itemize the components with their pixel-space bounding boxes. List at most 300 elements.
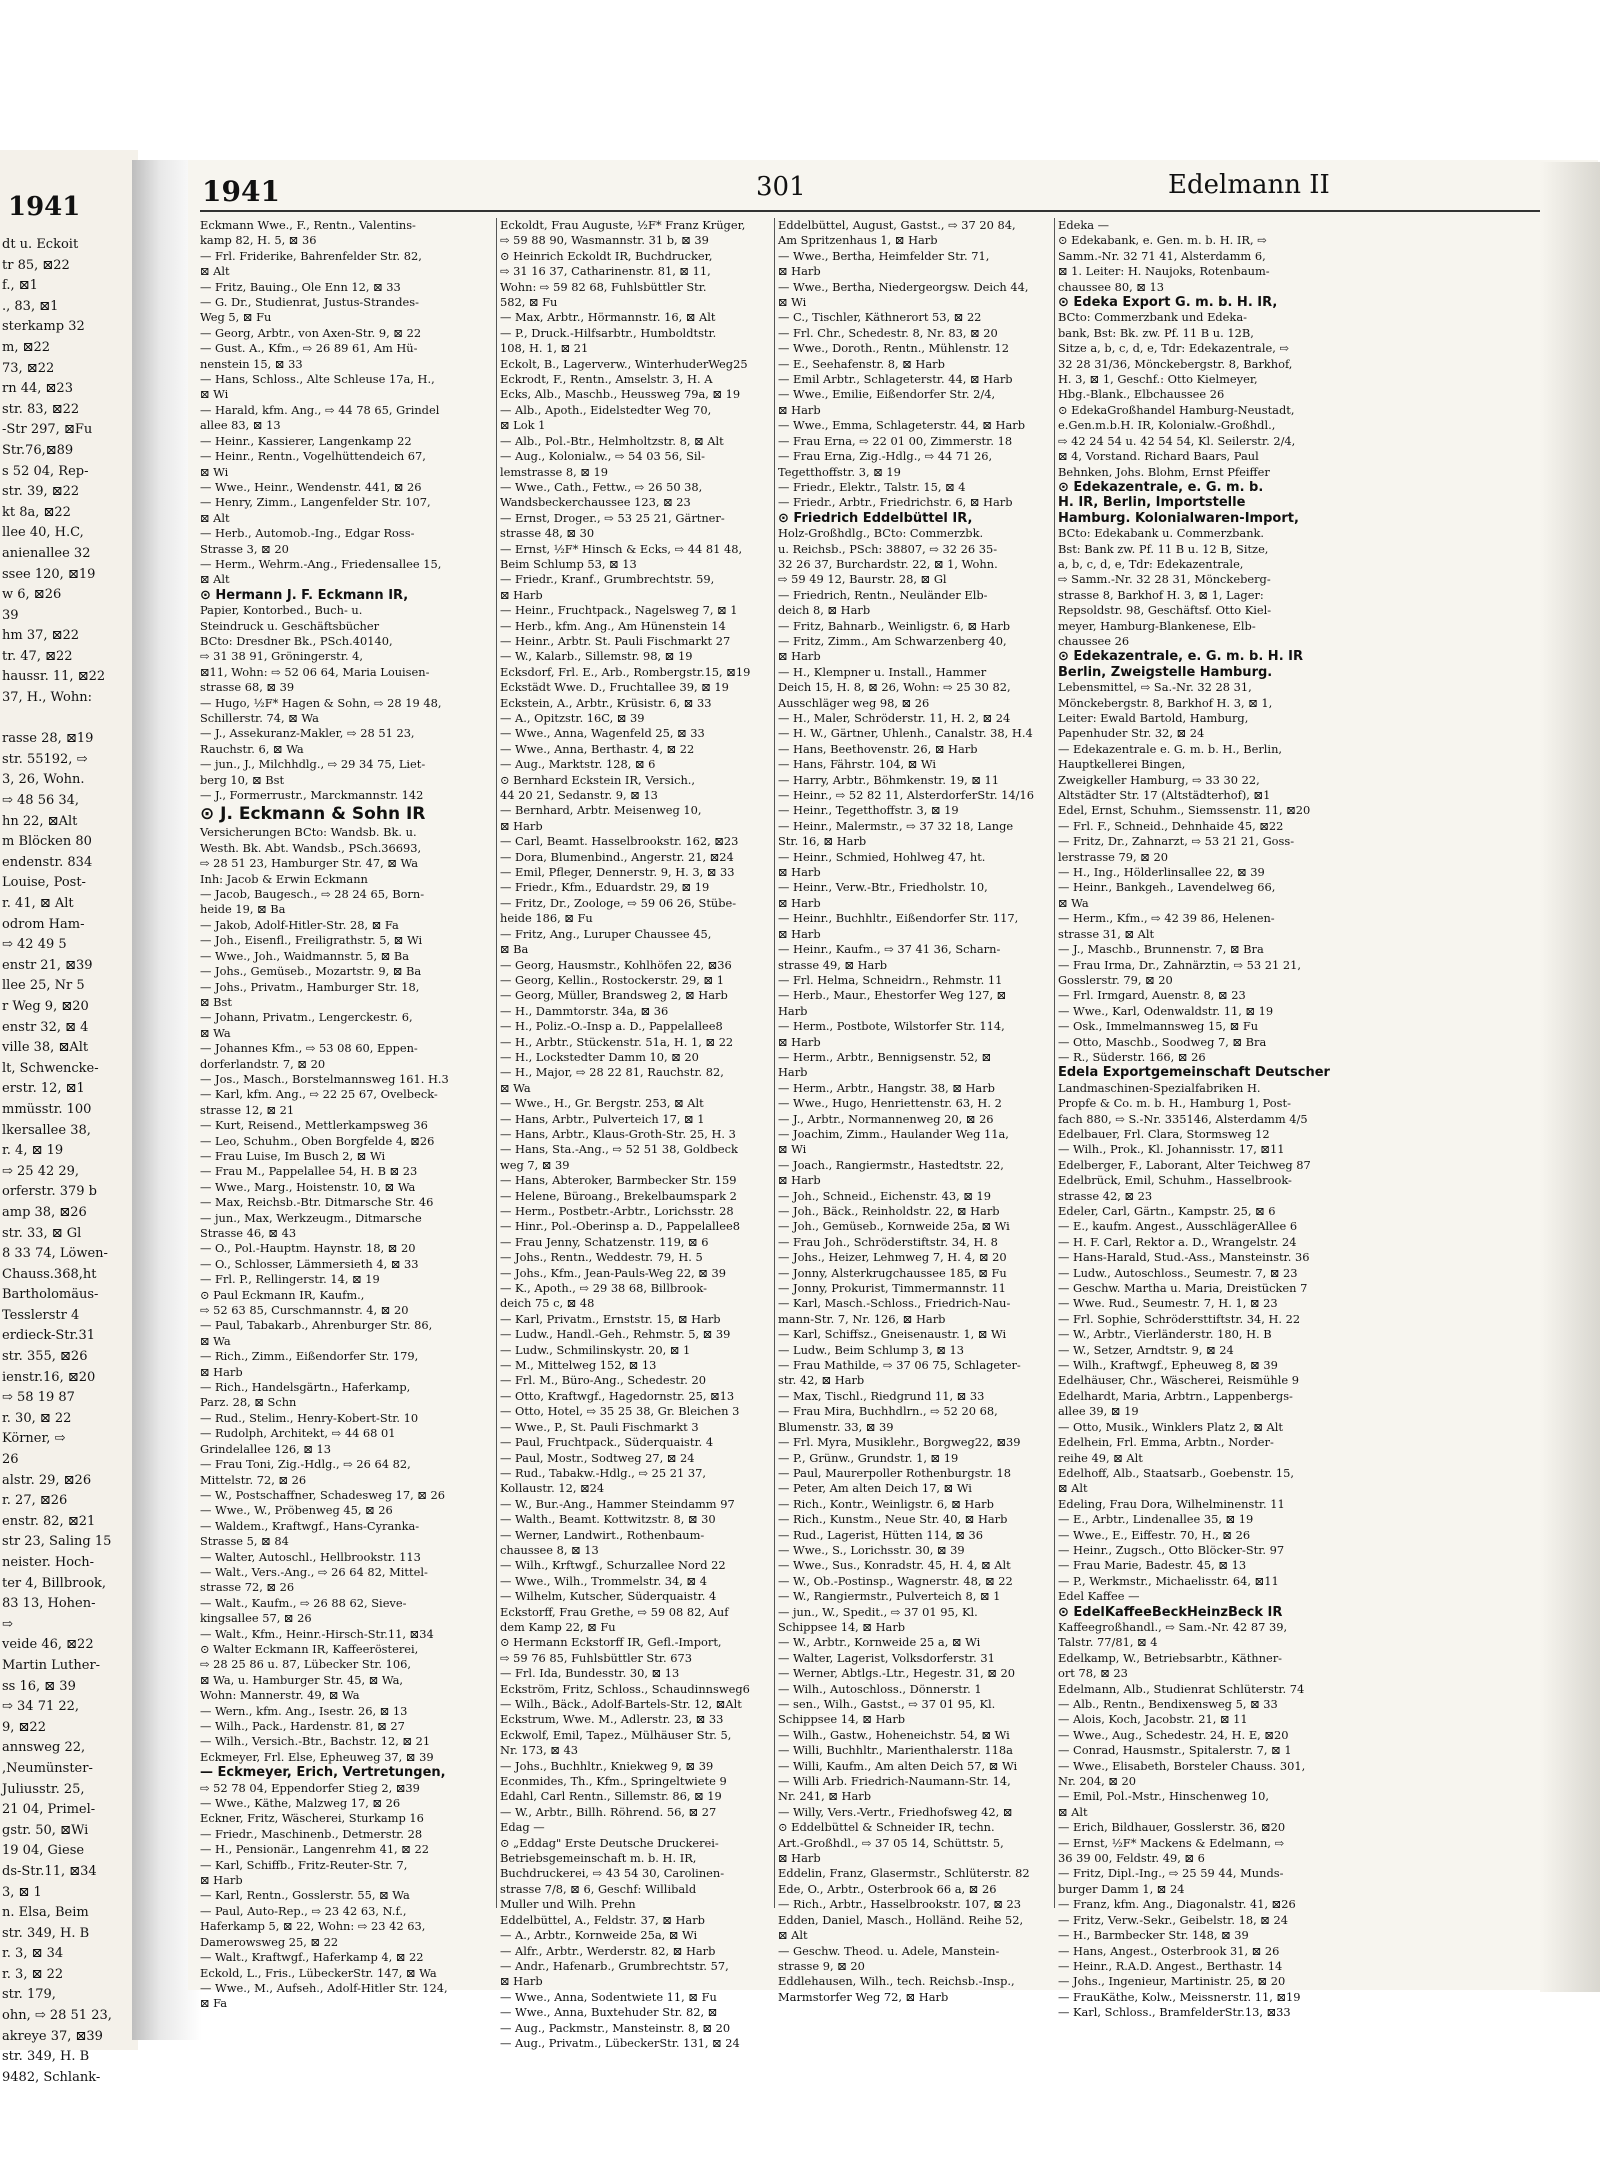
directory-entry-line: Edelhein, Frl. Emma, Arbtn., Norder- <box>1058 1435 1274 1450</box>
directory-entry-line: ⇨ 59 49 12, Baurstr. 28, ⊠ Gl <box>778 572 947 587</box>
directory-entry-line: Edelhäuser, Chr., Wäscherei, Reismühle 9 <box>1058 1373 1299 1388</box>
directory-entry-line: — Joh., Eisenfl., Freiligrathstr. 5, ⊠ Wi <box>200 933 423 948</box>
directory-entry-line: ⊠ Harb <box>778 264 821 279</box>
directory-entry-line: 108, H. 1, ⊠ 21 <box>500 341 589 356</box>
directory-entry-line: Rauchstr. 6, ⊠ Wa <box>200 741 304 756</box>
directory-entry-line: Haferkamp 5, ⊠ 22, Wohn: ⇨ 23 42 63, <box>200 1919 426 1934</box>
header-rule <box>200 210 1540 212</box>
directory-entry-line: Nr. 173, ⊠ 43 <box>500 1743 579 1758</box>
directory-entry-line: — Heinr., Kaufm., ⇨ 37 41 36, Scharn- <box>778 942 1001 957</box>
directory-entry-line: Eckstrum, Wwe. M., Adlerstr. 23, ⊠ 33 <box>500 1712 724 1727</box>
directory-entry-line: Econmides, Th., Kfm., Springeltwiete 9 <box>500 1774 727 1789</box>
directory-entry-line: — Wwe., Joh., Waidmannstr. 5, ⊠ Ba <box>200 948 410 963</box>
directory-entry-line: strasse 8, Barkhof H. 3, ⊠ 1, Lager: <box>1058 587 1264 602</box>
directory-entry-line: — Geschw. Theod. u. Adele, Manstein- <box>778 1943 1000 1958</box>
directory-entry-line: chaussee 80, ⊠ 13 <box>1058 279 1165 294</box>
previous-page-line: mmüsstr. 100 <box>2 1101 92 1117</box>
directory-entry-line: Harb <box>778 1003 808 1018</box>
directory-entry-line: — Walt., Kfm., Heinr.-Hirsch-Str.11, ⊠34 <box>200 1626 434 1641</box>
directory-entry-line: — Johs., Rentn., Weddestr. 79, H. 5 <box>500 1250 703 1265</box>
directory-entry-line: — Hans, Angest., Osterbrook 31, ⊠ 26 <box>1058 1943 1280 1958</box>
directory-entry-line: — Frl. F., Schneid., Dehnhaide 45, ⊠22 <box>1058 818 1284 833</box>
previous-page-line: Str.76,⊠89 <box>2 442 74 458</box>
directory-entry-line: Edelbauer, Frl. Clara, Stormsweg 12 <box>1058 1126 1270 1141</box>
directory-entry-line: — Wern., kfm. Ang., Isestr. 26, ⊠ 13 <box>200 1703 408 1718</box>
directory-entry-line: Inh: Jacob & Erwin Eckmann <box>200 871 368 886</box>
directory-entry-line: — Heinr., Malermstr., ⇨ 37 32 18, Lange <box>778 818 1014 833</box>
directory-entry-line: — Herm., Kfm., ⇨ 42 39 86, Helenen- <box>1058 911 1275 926</box>
directory-entry-line: Ecksdorf, Frl. E., Arb., Rombergstr.15, ⊠19 <box>500 664 751 679</box>
directory-entry-line: 32 26 37, Burchardstr. 22, ⊠ 1, Wohn. <box>778 556 998 571</box>
previous-page-line: endenstr. 834 <box>2 854 93 870</box>
directory-entry-line: — Max, Reichsb.-Btr. Ditmarsche Str. 46 <box>200 1195 434 1210</box>
directory-entry-line: — Carl, Beamt. Hasselbrookstr. 162, ⊠23 <box>500 834 739 849</box>
directory-entry-line: — Aug., Kolonialw., ⇨ 54 03 56, Sil- <box>500 449 706 464</box>
previous-page-line: 21 04, Primel- <box>2 1802 96 1818</box>
directory-entry-line: — Frl. Irmgard, Auenstr. 8, ⊠ 23 <box>1058 988 1246 1003</box>
directory-entry-line: — Johs., Privatm., Hamburger Str. 18, <box>200 979 420 994</box>
directory-entry-line: Repsoldstr. 98, Geschäftsf. Otto Kiel- <box>1058 603 1272 618</box>
directory-entry-line: ⊠ Lok 1 <box>500 418 546 433</box>
directory-column-1 <box>200 218 495 2011</box>
directory-entry-line: — H., Lockstedter Damm 10, ⊠ 20 <box>500 1049 699 1064</box>
previous-page-line: tr 85, ⊠22 <box>2 257 70 273</box>
previous-page-line: r. 30, ⊠ 22 <box>2 1410 72 1426</box>
previous-page-line: sterkamp 32 <box>2 319 85 335</box>
directory-entry-line: Papier, Kontorbed., Buch- u. <box>200 603 363 618</box>
directory-entry-line: — Friedr., Kranf., Grumbrechtstr. 59, <box>500 572 715 587</box>
directory-entry-line: — Osk., Immelmannsweg 15, ⊠ Fu <box>1058 1019 1259 1034</box>
directory-entry-line: ⊙ Eddelbüttel & Schneider IR, techn. <box>778 1820 995 1835</box>
directory-entry-line: ⇨ 42 24 54 u. 42 54 54, Kl. Seilerstr. 2/4, <box>1058 433 1296 448</box>
directory-entry-line: Edelhoff, Alb., Staatsarb., Goebenstr. 15, <box>1058 1465 1294 1480</box>
directory-entry-line: — Hans, Sta.-Ang., ⇨ 52 51 38, Goldbeck <box>500 1142 738 1157</box>
directory-entry-line: Eckwolf, Emil, Tapez., Mülhäuser Str. 5, <box>500 1727 732 1742</box>
previous-page-line: 8 33 74, Löwen- <box>2 1246 108 1262</box>
directory-entry-line: — Edekazentrale e. G. m. b. H., Berlin, <box>1058 741 1283 756</box>
directory-entry-line: Damerowsweg 25, ⊠ 22 <box>200 1934 339 1949</box>
directory-entry-line: ⊠ Wi <box>778 1142 807 1157</box>
directory-entry-line: — Herb., Automob.-Ing., Edgar Ross- <box>200 526 415 541</box>
directory-entry-line: — W., Arbtr., Kornweide 25 a, ⊠ Wi <box>778 1635 981 1650</box>
directory-entry-line: H. IR, Berlin, Importstelle <box>1058 495 1246 511</box>
directory-entry-line: — Wwe., S., Lorichsstr. 30, ⊠ 39 <box>778 1542 965 1557</box>
directory-entry-line: lemstrasse 8, ⊠ 19 <box>500 464 609 479</box>
directory-entry-line: — Wwe., Doroth., Rentn., Mühlenstr. 12 <box>778 341 1009 356</box>
directory-entry-line: — Karl, Rentn., Gosslerstr. 55, ⊠ Wa <box>200 1888 410 1903</box>
directory-entry-line: — H., Ing., Hölderlinsallee 22, ⊠ 39 <box>1058 865 1265 880</box>
directory-entry-line: ⊙ Hermann J. F. Eckmann IR, <box>200 587 409 603</box>
page-year: 1941 <box>202 175 280 208</box>
directory-entry-line: Edelbrück, Emil, Schuhm., Hasselbrook- <box>1058 1173 1292 1188</box>
directory-entry-line: — Wwe., Hugo, Henriettenstr. 63, H. 2 <box>778 1096 1002 1111</box>
directory-entry-line: Wohn: ⇨ 59 82 68, Fuhlsbüttler Str. <box>500 279 707 294</box>
directory-entry-line: — Emil, Pol.-Mstr., Hinschenweg 10, <box>1058 1789 1270 1804</box>
directory-entry-line: — Rud., Lagerist, Hütten 114, ⊠ 36 <box>778 1527 983 1542</box>
directory-entry-line: chaussee 8, ⊠ 13 <box>500 1542 599 1557</box>
directory-entry-line: ⊙ Edeka Export G. m. b. H. IR, <box>1058 295 1278 311</box>
directory-entry-line: Samm.-Nr. 32 71 41, Alsterdamm 6, <box>1058 248 1266 263</box>
directory-entry-line: ⊠ Alt <box>200 572 230 587</box>
directory-entry-line: Eckmeyer, Frl. Else, Epheuweg 37, ⊠ 39 <box>200 1749 434 1764</box>
directory-entry-line: Parz. 28, ⊠ Schn <box>200 1395 297 1410</box>
directory-entry-line: — Wilh., Gastw., Hoheneichstr. 54, ⊠ Wi <box>778 1727 1010 1742</box>
directory-entry-line: — Heinr., Fruchtpack., Nagelsweg 7, ⊠ 1 <box>500 603 738 618</box>
directory-entry-line: Blumenstr. 33, ⊠ 39 <box>778 1419 894 1434</box>
page-number: 301 <box>756 172 806 202</box>
directory-entry-line: ⊙ Hermann Eckstorff IR, Gefl.-Import, <box>500 1635 722 1650</box>
directory-entry-line: — Wwe., Anna, Berthastr. 4, ⊠ 22 <box>500 741 695 756</box>
directory-entry-line: — Wwe., Bertha, Niedergeorgsw. Deich 44, <box>778 279 1029 294</box>
directory-entry-line: — Willi, Kaufm., Am alten Deich 57, ⊠ Wi <box>778 1758 1018 1773</box>
directory-entry-line: Harb <box>778 1065 808 1080</box>
directory-entry-line: burger Damm 1, ⊠ 24 <box>1058 1881 1185 1896</box>
directory-entry-line: Edelmann, Alb., Studienrat Schlüterstr. 74 <box>1058 1681 1305 1696</box>
directory-entry-line: — jun., Max, Werkzeugm., Ditmarsche <box>200 1210 422 1225</box>
directory-entry-line: weg 7, ⊠ 39 <box>500 1157 570 1172</box>
directory-entry-line: — Aug., Packmstr., Mansteinstr. 8, ⊠ 20 <box>500 2020 731 2035</box>
previous-page-line: r. 27, ⊠26 <box>2 1493 68 1509</box>
directory-entry-line: — Wilh., Prok., Kl. Johannisstr. 17, ⊠11 <box>1058 1142 1285 1157</box>
directory-entry-line: Edelhardt, Maria, Arbtrn., Lappenbergs- <box>1058 1388 1293 1403</box>
directory-entry-line: Ede, O., Arbtr., Osterbrook 66 a, ⊠ 26 <box>778 1881 997 1896</box>
directory-entry-line: BCto: Edekabank u. Commerzbank. <box>1058 526 1265 541</box>
directory-entry-line: — Walter, Lagerist, Volksdorferstr. 31 <box>778 1650 995 1665</box>
directory-entry-line: — Frau Erna, Zig.-Hdlg., ⇨ 44 71 26, <box>778 449 993 464</box>
previous-page-edge <box>0 150 138 2085</box>
previous-page-line: 3, 26, Wohn. <box>2 772 85 788</box>
directory-entry-line: — Jacob, Baugesch., ⇨ 28 24 65, Born- <box>200 887 425 902</box>
directory-entry-line: — W., Arbtr., Billh. Röhrend. 56, ⊠ 27 <box>500 1804 717 1819</box>
previous-page-line: w 6, ⊠26 <box>2 587 62 603</box>
directory-entry-line: Wohn: Mannerstr. 49, ⊠ Wa <box>200 1688 360 1703</box>
directory-entry-line: — Herm., Postbote, Wilstorfer Str. 114, <box>778 1019 1005 1034</box>
directory-entry-line: — Aug., Privatm., LübeckerStr. 131, ⊠ 24 <box>500 2035 740 2050</box>
directory-entry-line: — Heinr., Schmied, Hohlweg 47, ht. <box>778 849 986 864</box>
directory-entry-line: Leiter: Ewald Bartold, Hamburg, <box>1058 711 1249 725</box>
directory-entry-line: Schippsee 14, ⊠ Harb <box>778 1619 906 1634</box>
directory-entry-line: ⇨ 28 25 86 u. 87, Lübecker Str. 106, <box>200 1657 412 1672</box>
directory-entry-line: ⊙ „Eddag" Erste Deutsche Druckerei- <box>500 1835 719 1850</box>
directory-entry-line: — Frl. M., Büro-Ang., Schedestr. 20 <box>500 1373 706 1388</box>
directory-entry-line: strasse 42, ⊠ 23 <box>1058 1188 1153 1203</box>
directory-column-2 <box>500 218 795 2050</box>
directory-entry-line: Berlin, Zweigstelle Hamburg. <box>1058 664 1273 680</box>
previous-page-line: llee 25, Nr 5 <box>2 978 85 994</box>
previous-page-line: llee 40, H.C, <box>2 525 84 541</box>
previous-page-line: akreye 37, ⊠39 <box>2 2028 103 2044</box>
directory-entry-line: Talstr. 77/81, ⊠ 4 <box>1058 1635 1158 1650</box>
previous-page-line: neister. Hoch- <box>2 1555 95 1570</box>
directory-entry-line: chaussee 26 <box>1058 633 1130 648</box>
directory-entry-line: — Heinr., Bankgeh., Lavendelweg 66, <box>1058 880 1276 895</box>
directory-entry-line: Eckolt, B., Lagerverw., WinterhuderWeg25 <box>500 356 748 371</box>
directory-entry-line: — Wwe., Emma, Schlageterstr. 44, ⊠ Harb <box>778 418 1025 433</box>
directory-entry-line: — Hans, Fährstr. 104, ⊠ Wi <box>778 757 937 772</box>
directory-entry-line: a, b, c, d, e, Tdr: Edekazentrale, <box>1058 556 1244 571</box>
directory-entry-line: — M., Mittelweg 152, ⊠ 13 <box>500 1358 657 1373</box>
previous-page-line: enstr. 82, ⊠21 <box>2 1513 96 1529</box>
previous-page-line: r. 3, ⊠ 34 <box>2 1946 64 1962</box>
directory-entry-line: ⊠ Bst <box>200 994 232 1009</box>
directory-entry-line: ⊠ Wa <box>500 1080 531 1095</box>
directory-entry-line: strasse 68, ⊠ 39 <box>200 680 295 695</box>
directory-entry-line: — Ernst, ½F* Hinsch & Ecks, ⇨ 44 81 48, <box>500 541 743 556</box>
directory-entry-line: ⊠ Harb <box>778 865 821 880</box>
directory-entry-line: — Emil Arbtr., Schlageterstr. 44, ⊠ Harb <box>778 372 1013 387</box>
directory-entry-line: Edeling, Frau Dora, Wilhelminenstr. 11 <box>1058 1496 1285 1511</box>
directory-entry-line: Strasse 3, ⊠ 20 <box>200 541 289 556</box>
previous-page-line: gstr. 50, ⊠Wi <box>2 1822 89 1838</box>
previous-page-line: Tesslerstr 4 <box>2 1307 80 1323</box>
directory-column-3 <box>778 218 1073 2004</box>
directory-entry-line: Behnken, Johs. Blohm, Ernst Pfeiffer <box>1058 464 1270 479</box>
directory-entry-line: Ausschläger weg 98, ⊠ 26 <box>778 695 930 710</box>
directory-entry-line: — sen., Wilh., Gastst., ⇨ 37 01 95, Kl. <box>778 1697 996 1711</box>
directory-entry-line: Am Spritzenhaus 1, ⊠ Harb <box>778 233 938 248</box>
directory-entry-line: — Heinr., Verw.-Btr., Friedholstr. 10, <box>778 880 988 895</box>
directory-entry-line: u. Reichsb., PSch: 38807, ⇨ 32 26 35- <box>778 541 998 556</box>
directory-entry-line: — W., Ob.-Postinsp., Wagnerstr. 48, ⊠ 22 <box>778 1573 1013 1588</box>
directory-entry-line: — J., Arbtr., Normannenweg 20, ⊠ 26 <box>778 1111 994 1126</box>
directory-entry-line: — Heinr., Rentn., Vogelhüttendeich 67, <box>200 449 426 464</box>
directory-entry-line: — Ludw., Beim Schlump 3, ⊠ 13 <box>778 1342 964 1357</box>
previous-page-line: ⇨ 42 49 5 <box>2 937 67 953</box>
directory-entry-line: 44 20 21, Sedanstr. 9, ⊠ 13 <box>500 788 658 803</box>
directory-entry-line: ⊠ Fa <box>200 1996 228 2011</box>
directory-entry-line: — J., Formerrustr., Marckmannstr. 142 <box>200 788 424 803</box>
previous-page-line: 9, ⊠22 <box>2 1719 46 1735</box>
previous-page-line: ohn, ⇨ 28 51 23, <box>2 2008 112 2024</box>
directory-entry-line: — Friedr., Arbtr., Friedrichstr. 6, ⊠ Harb <box>778 495 1013 510</box>
directory-entry-line: Eddelbüttel, A., Feldstr. 37, ⊠ Harb <box>500 1912 705 1927</box>
directory-entry-line: Strasse 46, ⊠ 43 <box>200 1226 297 1240</box>
directory-entry-line: Altstädter Str. 17 (Altstädterhof), ⊠1 <box>1058 788 1271 803</box>
directory-entry-line: — H., Pensionär., Langenrehm 41, ⊠ 22 <box>200 1842 429 1857</box>
previous-page-line: odrom Ham- <box>2 916 85 932</box>
directory-entry-line: — Ludw., Autoschloss., Seumestr. 7, ⊠ 23 <box>1058 1265 1298 1280</box>
directory-entry-line: 582, ⊠ Fu <box>500 295 558 310</box>
directory-entry-line: Art.-Großhdl., ⇨ 37 05 14, Schüttstr. 5, <box>778 1835 1004 1850</box>
directory-entry-line: Edelberger, F., Laborant, Alter Teichweg 87 <box>1058 1157 1311 1172</box>
directory-entry-line: Muller und Wilh. Prehn <box>500 1897 636 1912</box>
directory-entry-line: — Wwe., Elisabeth, Borsteler Chauss. 301, <box>1058 1758 1306 1773</box>
previous-page-line: str. 355, ⊠26 <box>2 1349 88 1365</box>
directory-entry-line: — Friedr., Kfm., Eduardstr. 29, ⊠ 19 <box>500 880 710 895</box>
directory-entry-line: — Heinr., Zugsch., Otto Blöcker-Str. 97 <box>1058 1542 1285 1557</box>
directory-entry-line: Nr. 241, ⊠ Harb <box>778 1789 872 1804</box>
directory-entry-line: — Otto, Musik., Winklers Platz 2, ⊠ Alt <box>1058 1419 1283 1434</box>
directory-entry-line: Tegetthoffstr. 3, ⊠ 19 <box>778 464 901 479</box>
directory-entry-line: — Otto, Hotel, ⇨ 35 25 38, Gr. Bleichen 3 <box>500 1404 740 1419</box>
directory-entry-line: — Ernst, ½F* Mackens & Edelmann, ⇨ <box>1058 1835 1285 1850</box>
directory-entry-line: — Wilh., Autoschloss., Dönnerstr. 1 <box>778 1681 982 1696</box>
previous-page-line: str. 55192, ⇨ <box>2 751 88 767</box>
directory-entry-line: — Dora, Blumenbind., Angerstr. 21, ⊠24 <box>500 849 734 864</box>
directory-entry-line: — Paul, Mostr., Sodtweg 27, ⊠ 24 <box>500 1450 695 1465</box>
directory-entry-line: — Heinr., R.A.D. Angest., Berthastr. 14 <box>1058 1958 1283 1973</box>
directory-entry-line: — A., Arbtr., Kornweide 25a, ⊠ Wi <box>500 1928 698 1943</box>
directory-entry-line: — Joh., Bäck., Reinholdstr. 22, ⊠ Harb <box>778 1204 1000 1218</box>
directory-entry-line: — Willy, Vers.-Vertr., Friedhofsweg 42, ⊠ <box>778 1804 1013 1819</box>
directory-entry-line: Deich 15, H. 8, ⊠ 26, Wohn: ⇨ 25 30 82, <box>778 680 1011 695</box>
directory-entry-line: — Wwe., Karl, Odenwaldstr. 11, ⊠ 19 <box>1058 1003 1274 1018</box>
directory-entry-line: — Hans, Arbtr., Pulverteich 17, ⊠ 1 <box>500 1111 705 1126</box>
directory-entry-line: — Alfr., Arbtr., Werderstr. 82, ⊠ Harb <box>500 1943 716 1958</box>
directory-entry-line: strasse 9, ⊠ 20 <box>778 1958 865 1973</box>
directory-entry-line: — Wwe., Anna, Buxtehuder Str. 82, ⊠ <box>500 2005 718 2020</box>
directory-entry-line: Gosslerstr. 79, ⊠ 20 <box>1058 972 1173 987</box>
previous-page-line: enstr 32, ⊠ 4 <box>2 1019 89 1035</box>
directory-entry-line: ⊠ Harb <box>778 1851 821 1866</box>
directory-entry-line: Eckmann Wwe., F., Rentn., Valentins- <box>200 218 416 232</box>
previous-page-line: ,Neumünster- <box>2 1760 93 1776</box>
directory-entry-line: ⊙ Paul Eckmann IR, Kaufm., <box>200 1287 365 1302</box>
directory-entry-line: ⇨ 59 88 90, Wasmannstr. 31 b, ⊠ 39 <box>500 233 709 248</box>
directory-entry-line: — Max, Arbtr., Hörmannstr. 16, ⊠ Alt <box>500 310 716 325</box>
previous-page-line: 37, H., Wohn: <box>2 690 92 706</box>
directory-entry-line: — H., Barmbecker Str. 148, ⊠ 39 <box>1058 1928 1249 1943</box>
previous-page-entries <box>2 235 136 2088</box>
directory-entry-line: — Fritz, Dr., Zahnarzt, ⇨ 53 21 21, Goss- <box>1058 834 1295 849</box>
directory-entry-line: Ecks, Alb., Maschb., Heussweg 79a, ⊠ 19 <box>500 387 741 402</box>
directory-column-4 <box>1058 218 1344 2020</box>
directory-entry-line: Edel, Ernst, Schuhm., Siemssenstr. 11, ⊠20 <box>1058 803 1311 818</box>
directory-entry-line: e.Gen.m.b.H. IR, Kolonialw.-Großhdl., <box>1058 418 1276 433</box>
previous-page-line: Chauss.368,ht <box>2 1266 97 1282</box>
directory-entry-line: ort 78, ⊠ 23 <box>1058 1666 1128 1681</box>
directory-entry-line: str. 42, ⊠ Harb <box>778 1373 865 1388</box>
directory-entry-line: — Frl. Friderike, Bahrenfelder Str. 82, <box>200 248 422 263</box>
directory-entry-line: — Rich., Handelsgärtn., Haferkamp, <box>200 1380 411 1395</box>
directory-entry-line: — Wwe., Käthe, Malzweg 17, ⊠ 26 <box>200 1796 401 1811</box>
directory-entry-line: — Wwe., Heinr., Wendenstr. 441, ⊠ 26 <box>200 479 422 494</box>
previous-page-line: Körner, ⇨ <box>2 1431 66 1447</box>
directory-entry-line: Holz-Großhdlg., BCto: Commerzbk. <box>778 526 984 541</box>
directory-entry-line: — Rudolph, Architekt, ⇨ 44 68 01 <box>200 1426 396 1441</box>
column-divider <box>496 218 497 1908</box>
directory-entry-line: berg 10, ⊠ Bst <box>200 772 285 787</box>
directory-entry-line: — W., Setzer, Arndtstr. 9, ⊠ 24 <box>1058 1342 1234 1357</box>
directory-entry-line: — O., Pol.-Hauptm. Haynstr. 18, ⊠ 20 <box>200 1241 416 1256</box>
previous-page-line: 73, ⊠22 <box>2 360 55 376</box>
directory-entry-line: — Helene, Büroang., Brekelbaumspark 2 <box>500 1188 737 1203</box>
directory-entry-line: — Herb., Maur., Ehestorfer Weg 127, ⊠ <box>778 988 1007 1003</box>
directory-entry-line: Eddelbüttel, August, Gastst., ⇨ 37 20 84, <box>778 218 1016 232</box>
previous-page-line: m Blöcken 80 <box>2 834 92 850</box>
directory-entry-line: — Wwe. Rud., Seumestr. 7, H. 1, ⊠ 23 <box>1058 1296 1278 1311</box>
directory-entry-line: — Leo, Schuhm., Oben Borgfelde 4, ⊠26 <box>200 1133 435 1148</box>
previous-page-line: r. 3, ⊠ 22 <box>2 1966 64 1982</box>
previous-page-line: ssee 120, ⊠19 <box>2 566 96 582</box>
directory-entry-line: — Georg, Arbtr., von Axen-Str. 9, ⊠ 22 <box>200 325 422 340</box>
directory-entry-line: — Georg, Hausmstr., Kohlhöfen 22, ⊠36 <box>500 957 732 972</box>
directory-entry-line: — A., Opitzstr. 16C, ⊠ 39 <box>500 711 645 725</box>
previous-page-year: 1941 <box>8 192 81 222</box>
directory-entry-line: dorferlandstr. 7, ⊠ 20 <box>200 1056 326 1071</box>
directory-entry-line: Eckrodt, F., Rentn., Amselstr. 3, H. A <box>500 372 713 387</box>
directory-entry-line: ⊠ Harb <box>500 1974 543 1989</box>
directory-entry-line: — Frl. Chr., Schedestr. 8, Nr. 83, ⊠ 20 <box>778 325 998 340</box>
directory-entry-line: — K., Apoth., ⇨ 29 38 68, Billbrook- <box>500 1281 707 1296</box>
directory-entry-line: — Herm., Arbtr., Hangstr. 38, ⊠ Harb <box>778 1080 995 1095</box>
directory-entry-line: — Joh., Gemüseb., Kornweide 25a, ⊠ Wi <box>778 1219 1010 1234</box>
directory-entry-line: — Hugo, ½F* Hagen & Sohn, ⇨ 28 19 48, <box>200 695 442 710</box>
directory-entry-line: — Wwe., Anna, Wagenfeld 25, ⊠ 33 <box>500 726 705 741</box>
directory-entry-line: ⊠ Harb <box>200 1873 243 1888</box>
directory-entry-line: — Frl. Myra, Musiklehr., Borgweg22, ⊠39 <box>778 1435 1021 1450</box>
directory-entry-line: Lebensmittel, ⇨ Sa.-Nr. 32 28 31, <box>1058 680 1252 695</box>
previous-page-line: ienstr.16, ⊠20 <box>2 1369 96 1385</box>
running-head: Edelmann II <box>1168 170 1330 200</box>
previous-page-line: str 23, Saling 15 <box>2 1534 112 1550</box>
previous-page-line: dt u. Eckoit <box>2 237 79 252</box>
previous-page-line: ss 16, ⊠ 39 <box>2 1678 76 1694</box>
directory-entry-line: ⇨ Samm.-Nr. 32 28 31, Mönckeberg- <box>1058 572 1271 587</box>
directory-entry-line: — Herm., Arbtr., Bennigsenstr. 52, ⊠ <box>778 1049 992 1064</box>
directory-entry-line: — W., Arbtr., Vierländerstr. 180, H. B <box>1058 1327 1272 1342</box>
directory-entry-line: — Heinr., Arbtr. St. Pauli Fischmarkt 27 <box>500 633 731 648</box>
directory-entry-line: — Frau Irma, Dr., Zahnärztin, ⇨ 53 21 21, <box>1058 957 1301 972</box>
previous-page-line: r Weg 9, ⊠20 <box>2 998 89 1014</box>
directory-entry-line: heide 186, ⊠ Fu <box>500 911 593 926</box>
directory-entry-line: — Geschw. Martha u. Maria, Dreistücken 7 <box>1058 1281 1308 1296</box>
directory-entry-line: — Gust. A., Kfm., ⇨ 26 89 61, Am Hü- <box>200 341 418 356</box>
previous-page-line: lkersallee 38, <box>2 1122 91 1138</box>
directory-entry-line: — Paul, Maurerpoller Rothenburgstr. 18 <box>778 1465 1011 1480</box>
directory-entry-line: — Hans, Beethovenstr. 26, ⊠ Harb <box>778 741 978 756</box>
directory-entry-line: — Wilh., Krftwgf., Schurzallee Nord 22 <box>500 1558 726 1573</box>
directory-entry-line: ⇨ 52 78 04, Eppendorfer Stieg 2, ⊠39 <box>200 1780 420 1795</box>
directory-entry-line: bank, Bst: Bk. zw. Pf. 11 B u. 12B, <box>1058 325 1254 340</box>
directory-entry-line: Edel Kaffee — <box>1058 1589 1140 1604</box>
directory-entry-line: — Hinr., Pol.-Oberinsp a. D., Pappelallee8 <box>500 1219 741 1234</box>
directory-entry-line: Steindruck u. Geschäftsbücher <box>200 618 380 633</box>
directory-entry-line: — Johs., Buchhltr., Kniekweg 9, ⊠ 39 <box>500 1758 714 1773</box>
previous-page-line: m, ⊠22 <box>2 339 51 355</box>
directory-entry-line: — Harald, kfm. Ang., ⇨ 44 78 65, Grindel <box>200 402 440 417</box>
previous-page-line: veide 46, ⊠22 <box>2 1637 94 1653</box>
directory-entry-line: Grindelallee 126, ⊠ 13 <box>200 1441 332 1456</box>
directory-entry-line: — C., Tischler, Käthnerort 53, ⊠ 22 <box>778 310 982 325</box>
directory-entry-line: — H. F. Carl, Rektor a. D., Wrangelstr. 24 <box>1058 1234 1297 1249</box>
directory-entry-line: — Wwe., Marg., Hoistenstr. 10, ⊠ Wa <box>200 1179 416 1194</box>
previous-page-line: str. 349, H. B <box>2 1925 90 1941</box>
previous-page-line: ⇨ 58 19 87 <box>2 1390 75 1406</box>
directory-entry-line: — Rich., Kunstm., Neue Str. 40, ⊠ Harb <box>778 1512 1008 1527</box>
directory-entry-line: — Fritz, Verw.-Sekr., Geibelstr. 18, ⊠ 24 <box>1058 1912 1288 1927</box>
directory-entry-line: — jun., W., Spedit., ⇨ 37 01 95, Kl. <box>778 1604 978 1619</box>
directory-entry-line: — Bernhard, Arbtr. Meisenweg 10, <box>500 803 702 818</box>
previous-page-line: Juliusstr. 25, <box>2 1781 85 1797</box>
directory-entry-line: ⊠ Wi <box>200 387 229 402</box>
directory-entry-line: — Friedr., Elektr., Talstr. 15, ⊠ 4 <box>778 479 966 494</box>
directory-entry-line: — Karl, Schloss., BramfelderStr.13, ⊠33 <box>1058 2005 1291 2020</box>
directory-entry-line: — H., Klempner u. Install., Hammer <box>778 664 987 679</box>
directory-entry-line: — Frau Erna, ⇨ 22 01 00, Zimmerstr. 18 <box>778 433 1013 448</box>
directory-entry-line: — Jonny, Prokurist, Timmermannstr. 11 <box>778 1281 1006 1296</box>
directory-entry-line: Buchdruckerei, ⇨ 43 54 30, Carolinen- <box>500 1866 725 1881</box>
directory-entry-line: ⊠ Wa <box>1058 895 1089 910</box>
previous-page-line: ter 4, Billbrook, <box>2 1575 107 1591</box>
directory-entry-line: — W., Kalarb., Sillemstr. 98, ⊠ 19 <box>500 649 693 664</box>
directory-entry-line: — G. Dr., Studienrat, Justus-Strandes- <box>200 295 419 310</box>
directory-entry-line: — Frau Marie, Badestr. 45, ⊠ 13 <box>1058 1558 1247 1573</box>
directory-entry-line: ⊙ Friedrich Eddelbüttel IR, <box>778 510 973 526</box>
directory-entry-line: Edden, Daniel, Masch., Holländ. Reihe 52, <box>778 1912 1024 1927</box>
directory-entry-line: — Heinr., Kassierer, Langenkamp 22 <box>200 433 412 448</box>
previous-page-line: enstr 21, ⊠39 <box>2 957 93 973</box>
